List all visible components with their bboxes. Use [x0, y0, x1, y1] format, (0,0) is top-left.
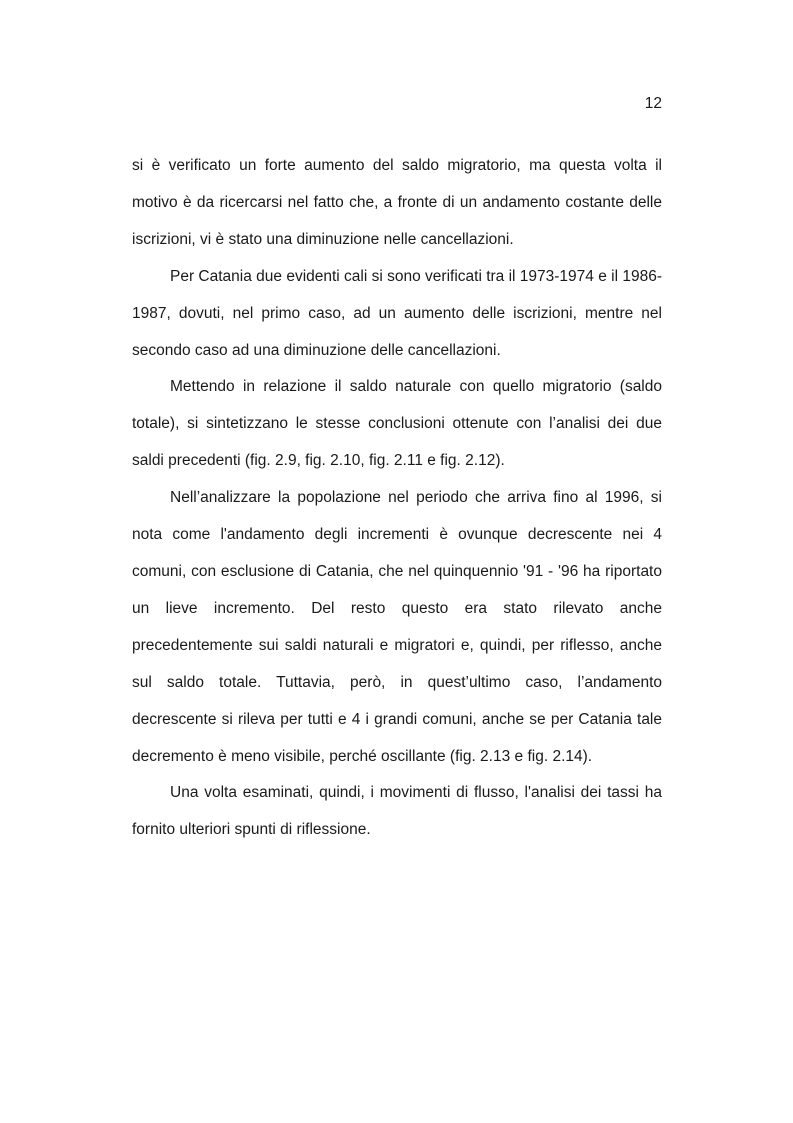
- body-text: [132, 148, 662, 849]
- page-number: 12: [644, 95, 662, 112]
- paragraph-analisi-tassi: Una volta esaminati, quindi, i movimenti di flusso, l'analisi dei tassi ha fornito ulteriori spunti di riflessione.: [132, 784, 662, 839]
- paragraph-popolazione-1996: Nell’analizzare la popolazione nel periodo che arriva fino al 1996, si nota come l'andamento degli incrementi è ovunque decrescente nei 4 comuni, con esclusione di Catania, che nel quinquennio '91 - '96 ha riportato un lieve incremento. Del resto questo era stato rilevato anche precedentemente sui saldi naturali e migratori e, quindi, per riflesso, anche sul saldo totale. Tuttavia, però, in quest’ultimo caso, l’andamento decrescente si rileva per tutti e 4 i grandi comuni, anche se per Catania tale decremento è meno visibile, perché oscillante (fig. 2.13 e fig. 2.14).: [132, 489, 662, 765]
- paragraph-catania-cali: Per Catania due evidenti cali si sono verificati tra il 1973-1974 e il 1986-1987, dovuti, nel primo caso, ad un aumento delle iscrizioni, mentre nel secondo caso ad una diminuzione delle cancellazioni.: [132, 267, 662, 359]
- paragraph-saldo-totale: Mettendo in relazione il saldo naturale con quello migratorio (saldo totale), si sintetizzano le stesse conclusioni ottenute con l’analisi dei due saldi precedenti (fig. 2.9, fig. 2.10, fig. 2.11 e fig. 2.12).: [132, 378, 662, 470]
- paragraph-continuation: si è verificato un forte aumento del saldo migratorio, ma questa volta il motivo è da ricercarsi nel fatto che, a fronte di un andamento costante delle iscrizioni, vi è stato una diminuzione nelle cancellazioni.: [132, 157, 662, 248]
